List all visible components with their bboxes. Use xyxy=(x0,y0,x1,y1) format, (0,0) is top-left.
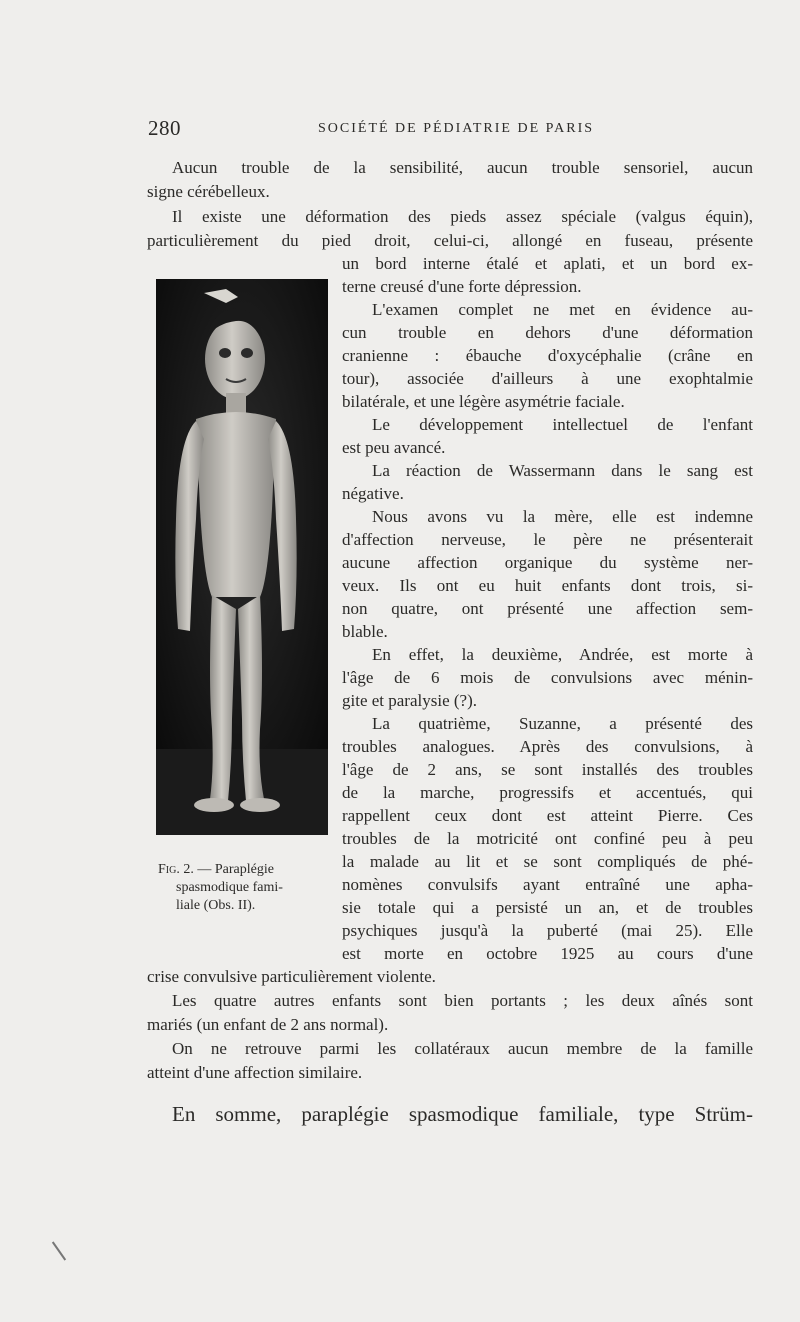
body-line: troubles de la motricité ont confiné peu à peu xyxy=(342,829,753,848)
body-line: veux. Ils ont eu huit enfants dont trois, si- xyxy=(342,576,753,595)
body-line: Il existe une déformation des pieds assez spéciale (valgus équin), xyxy=(172,207,753,226)
patient-photograph xyxy=(156,279,328,835)
body-line: sie totale qui a persisté un an, et de troubles xyxy=(342,898,753,917)
body-line: L'examen complet ne met en évidence au- xyxy=(372,300,753,319)
body-line: mariés (un enfant de 2 ans normal). xyxy=(147,1015,389,1034)
caption-text-2: spasmodique fami- xyxy=(176,880,283,895)
body-line: est morte en octobre 1925 au cours d'une xyxy=(342,944,753,963)
body-line: psychiques jusqu'à la puberté (mai 25). Elle xyxy=(342,921,753,940)
body-line: En effet, la deuxième, Andrée, est morte à xyxy=(372,645,753,664)
body-line: La réaction de Wassermann dans le sang est xyxy=(372,461,753,480)
body-line: particulièrement du pied droit, celui-ci, allongé en fuseau, présente xyxy=(147,231,753,250)
final-line: En somme, paraplégie spasmodique familiale, type Strüm- xyxy=(172,1102,753,1126)
running-head: SOCIÉTÉ DE PÉDIATRIE DE PARIS xyxy=(318,121,595,136)
body-line: crise convulsive particulièrement violente. xyxy=(147,967,436,986)
body-line: aucune affection organique du système ner- xyxy=(342,553,753,572)
body-line: gite et paralysie (?). xyxy=(342,691,477,710)
body-line: troubles analogues. Après des convulsions, à xyxy=(342,737,753,756)
body-line: blable. xyxy=(342,622,388,641)
body-line: rappellent ceux dont est atteint Pierre. Ces xyxy=(342,806,753,825)
body-line: Le développement intellectuel de l'enfant xyxy=(372,415,753,434)
body-line: l'âge de 6 mois de convulsions avec ménin- xyxy=(342,668,753,687)
body-line: terne creusé d'une forte dépression. xyxy=(342,277,582,296)
body-line: un bord interne étalé et aplati, et un bord ex- xyxy=(342,254,753,273)
body-line: non quatre, ont présenté une affection sem- xyxy=(342,599,753,618)
body-line: tour), associée d'ailleurs à une exophtalmie xyxy=(342,369,753,388)
body-line: est peu avancé. xyxy=(342,438,446,457)
body-line: cun trouble en dehors d'une déformation xyxy=(342,323,753,342)
body-line: nomènes convulsifs ayant entraîné une apha- xyxy=(342,875,753,894)
body-line: cranienne : ébauche d'oxycéphalie (crâne en xyxy=(342,346,753,365)
caption-text-3: liale (Obs. II). xyxy=(176,898,256,913)
body-line: d'affection nerveuse, le père ne présenterait xyxy=(342,530,753,549)
body-line: la malade au lit et se sont compliqués de phé- xyxy=(342,852,753,871)
body-line: On ne retrouve parmi les collatéraux aucun membre de la famille xyxy=(172,1039,753,1058)
body-line: La quatrième, Suzanne, a présenté des xyxy=(372,714,753,733)
page-number: 280 xyxy=(148,116,181,140)
page-header xyxy=(148,116,752,146)
body-line: Aucun trouble de la sensibilité, aucun trouble sensoriel, aucun xyxy=(172,158,753,177)
figure-label: Fig. 2. xyxy=(158,862,194,877)
photograph-figure xyxy=(156,279,328,835)
body-line: de la marche, progressifs et accentués, qui xyxy=(342,783,753,802)
body-line: l'âge de 2 ans, se sont installés des troubles xyxy=(342,760,753,779)
body-line: Nous avons vu la mère, elle est indemne xyxy=(372,507,753,526)
body-line: bilatérale, et une légère asymétrie faciale. xyxy=(342,392,625,411)
pencil-mark xyxy=(52,1241,66,1260)
caption-text-1: — Paraplégie xyxy=(197,862,274,877)
body-line: signe cérébelleux. xyxy=(147,182,270,201)
body-line: Les quatre autres enfants sont bien portants ; les deux aînés sont xyxy=(172,991,753,1010)
body-line: atteint d'une affection similaire. xyxy=(147,1063,363,1082)
body-line: négative. xyxy=(342,484,404,503)
figure-caption xyxy=(146,861,346,915)
